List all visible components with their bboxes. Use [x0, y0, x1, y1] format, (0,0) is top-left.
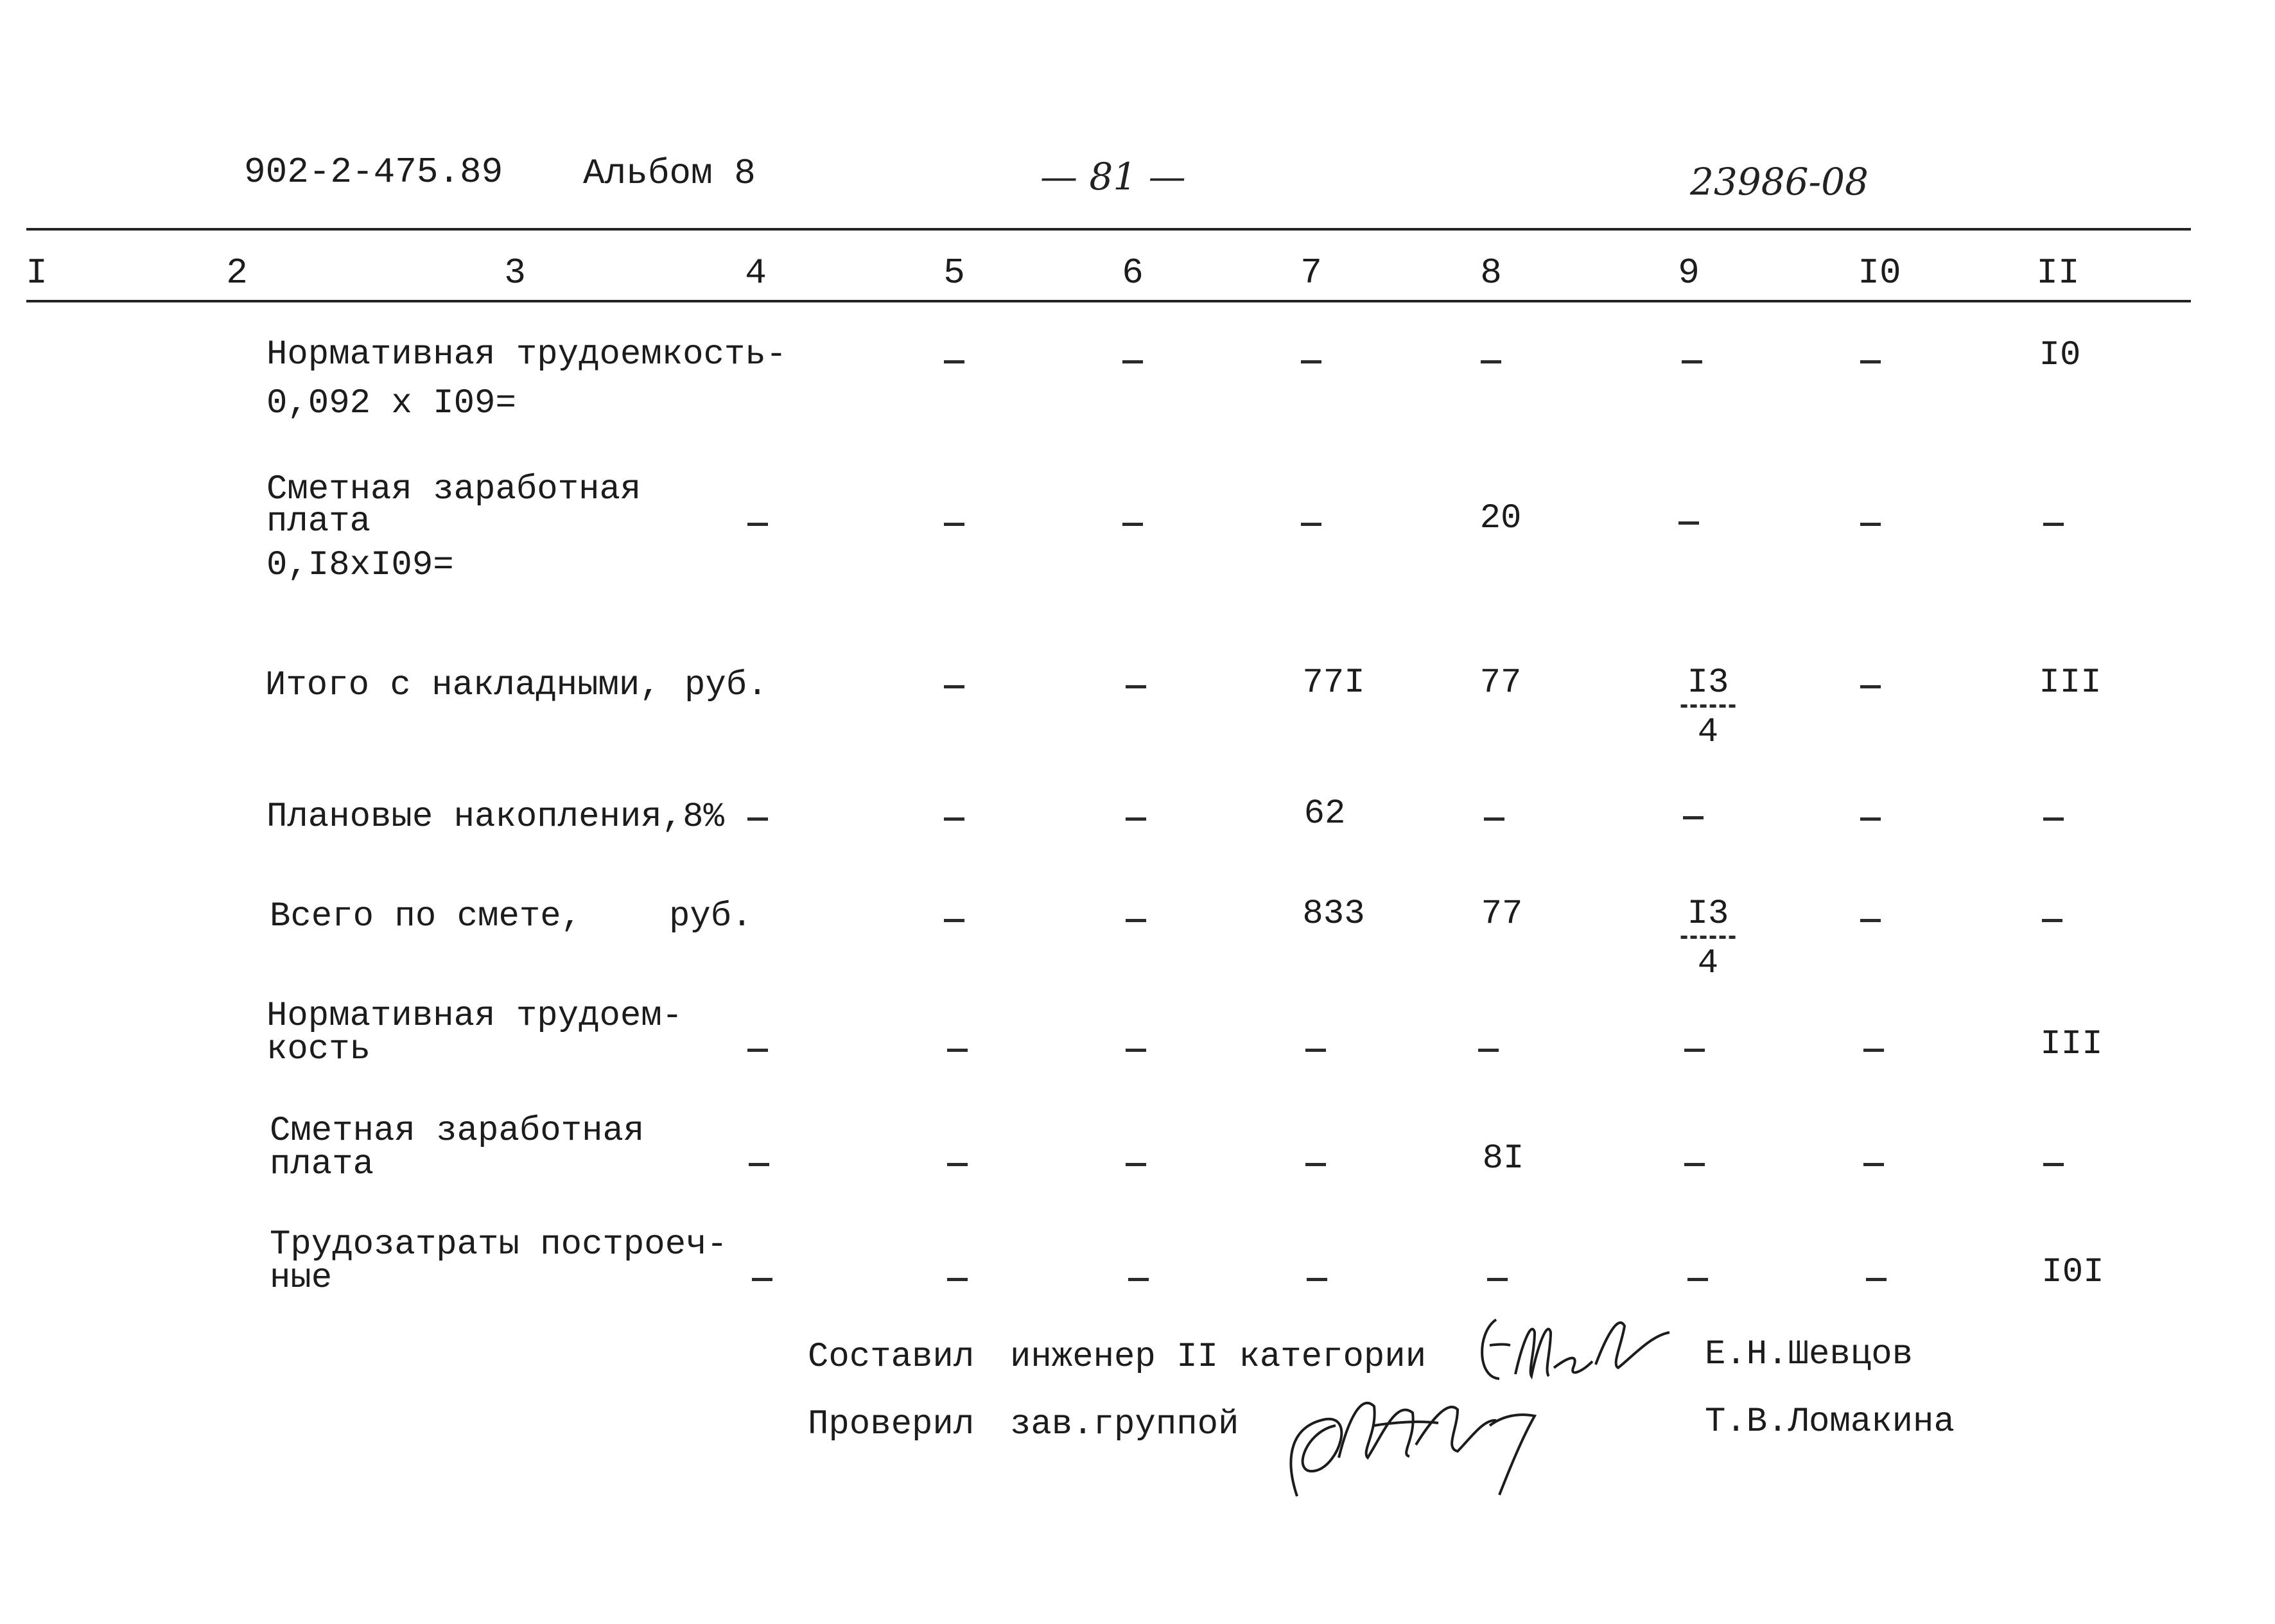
compiled-position: инженер II категории — [1010, 1338, 1427, 1377]
cell-11 — [2043, 1163, 2064, 1166]
cell-4 — [749, 1163, 769, 1166]
cell-10 — [1863, 1049, 1884, 1052]
checked-label: Проверил — [808, 1405, 975, 1444]
compiled-label: Составил — [808, 1338, 975, 1377]
row-unit: руб. — [684, 666, 768, 705]
cell-10 — [1866, 1278, 1887, 1281]
cell-6 — [1122, 360, 1143, 363]
cell-8 — [1487, 1278, 1508, 1281]
row-label: Нормативная трудоем- кость — [266, 997, 683, 1069]
cell-9 — [1687, 1278, 1708, 1281]
cell-6 — [1126, 919, 1146, 922]
cell-11: I0I — [2041, 1253, 2104, 1292]
cell-9 — [1684, 1049, 1705, 1052]
cell-5 — [944, 919, 964, 922]
cell-5 — [947, 1163, 968, 1166]
cell-9-denominator: 4 — [1697, 944, 1719, 983]
col-8: 8 — [1480, 252, 1502, 293]
cell-9-numerator: I3 — [1681, 666, 1736, 708]
cell-9-numerator: I3 — [1681, 897, 1736, 939]
cell-9-fraction — [1681, 663, 1736, 752]
cell-10 — [1860, 523, 1881, 526]
compiled-name: Е.Н.Шевцов — [1705, 1335, 1913, 1374]
cell-9 — [1684, 1163, 1705, 1166]
cell-7 — [1301, 523, 1321, 526]
cell-5 — [944, 360, 964, 363]
page-number: — 81 — — [1040, 155, 1186, 198]
cell-9 — [1683, 816, 1704, 819]
row-label: Сметная заработная плата — [270, 1112, 645, 1184]
cell-11: III — [2040, 1025, 2103, 1064]
cell-7 — [1305, 1163, 1326, 1166]
cell-5 — [944, 523, 964, 526]
cell-5 — [947, 1049, 968, 1052]
cell-10 — [1860, 685, 1881, 688]
cell-6 — [1126, 817, 1146, 821]
col-6: 6 — [1122, 252, 1144, 293]
cell-10 — [1860, 817, 1881, 821]
cell-7: 77I — [1302, 663, 1365, 703]
cell-4 — [747, 1049, 768, 1052]
doc-code: 902-2-475.89 — [244, 152, 503, 193]
cell-6 — [1128, 1278, 1149, 1281]
cell-9 — [1678, 521, 1699, 525]
cell-9-denominator: 4 — [1697, 713, 1719, 752]
cell-8 — [1484, 817, 1504, 821]
cell-6 — [1126, 1163, 1146, 1166]
col-1: I — [26, 252, 48, 293]
cell-8 — [1481, 360, 1501, 363]
cell-11: III — [2039, 663, 2102, 703]
cell-10 — [1860, 360, 1881, 363]
cell-4 — [747, 817, 768, 821]
cell-5 — [947, 1278, 968, 1281]
cell-6 — [1126, 1049, 1146, 1052]
cell-7 — [1305, 1049, 1326, 1052]
col-4: 4 — [745, 252, 767, 293]
cell-11 — [2043, 523, 2064, 526]
cell-11: I0 — [2039, 336, 2081, 375]
cell-8: 8I — [1482, 1139, 1524, 1178]
cell-11 — [2043, 817, 2064, 821]
cell-6 — [1122, 523, 1143, 526]
cell-5 — [944, 817, 964, 821]
col-10: I0 — [1858, 252, 1901, 293]
cell-8: 20 — [1479, 499, 1522, 538]
row-label: Трудозатраты построеч- ные — [270, 1225, 728, 1298]
archive-number: 23986-08 — [1690, 160, 1869, 204]
cell-7: 62 — [1303, 794, 1346, 834]
cell-9 — [1682, 360, 1702, 363]
cell-7 — [1301, 360, 1321, 363]
row-label: Нормативная трудоемкость- 0,092 х I09= — [266, 335, 787, 423]
signature-lomakina-icon — [1278, 1381, 1554, 1503]
cell-4 — [747, 523, 768, 526]
cell-7 — [1307, 1278, 1327, 1281]
row-unit: руб. — [669, 897, 753, 936]
cell-8: 77 — [1479, 663, 1522, 703]
col-9: 9 — [1678, 252, 1700, 293]
checked-position: зав.группой — [1010, 1405, 1239, 1444]
cell-8: 77 — [1481, 895, 1523, 934]
cell-11 — [2042, 919, 2062, 922]
cell-4 — [752, 1278, 772, 1281]
top-rule — [26, 228, 2191, 231]
col-2: 2 — [226, 252, 248, 293]
col-3: 3 — [504, 252, 526, 293]
row-label: Итого с накладными, — [265, 666, 661, 705]
bottom-rule — [26, 300, 2191, 302]
col-7: 7 — [1300, 252, 1322, 293]
album-label: Альбом 8 — [583, 153, 756, 194]
checked-name: Т.В.Ломакина — [1705, 1402, 1955, 1442]
row-label: Сметная заработная плата 0,I8хI09= — [266, 470, 641, 585]
row-label: Плановые накопления,8% — [266, 798, 724, 837]
cell-9-fraction — [1681, 897, 1736, 981]
row-label: Всего по смете, — [270, 897, 582, 936]
cell-7: 833 — [1302, 895, 1365, 934]
cell-8 — [1478, 1049, 1499, 1052]
cell-5 — [944, 685, 964, 688]
cell-6 — [1126, 685, 1146, 688]
col-5: 5 — [943, 252, 965, 293]
cell-10 — [1860, 919, 1881, 922]
cell-10 — [1863, 1163, 1884, 1166]
col-11: II — [2036, 252, 2080, 293]
